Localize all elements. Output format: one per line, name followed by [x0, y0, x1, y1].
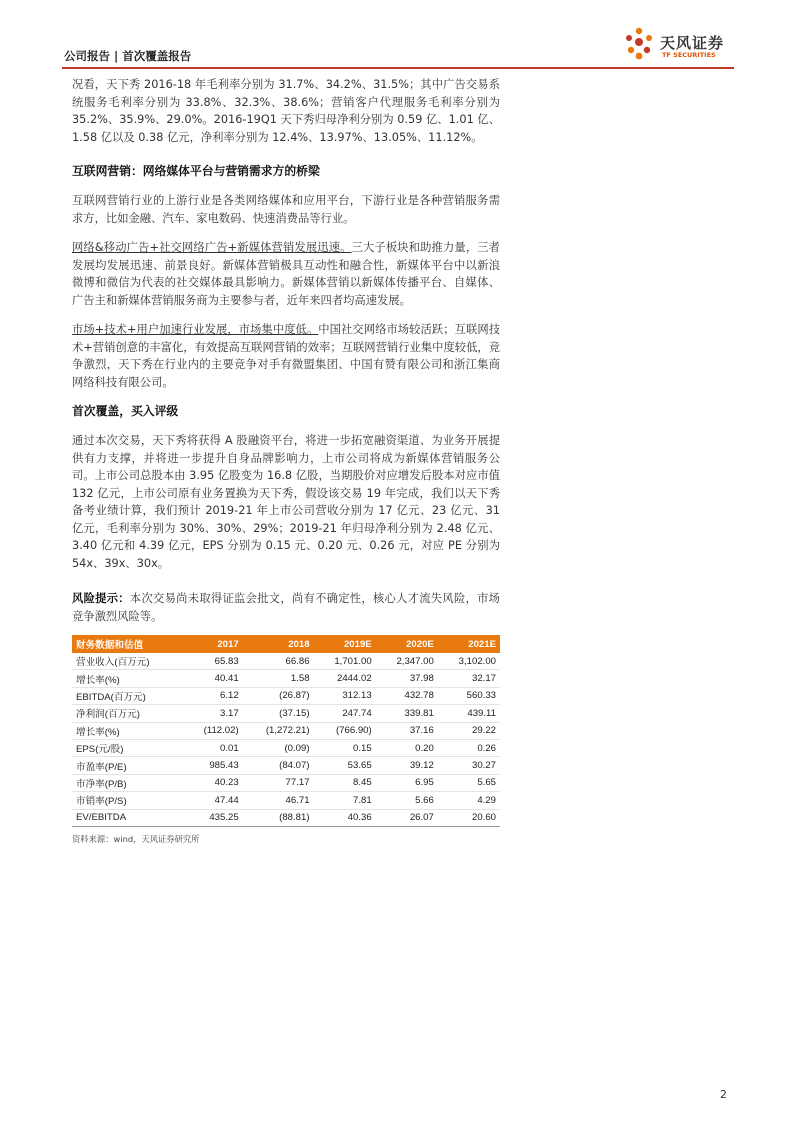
table-cell: 560.33 — [438, 687, 500, 704]
financial-table — [72, 635, 500, 827]
table-cell: 312.13 — [314, 687, 376, 704]
table-header-cell: 2017 — [184, 635, 243, 653]
table-header-cell: 财务数据和估值 — [72, 635, 184, 653]
table-header-cell: 2021E — [438, 635, 500, 653]
table-cell: 4.29 — [438, 792, 500, 809]
table-cell: 66.86 — [243, 653, 314, 670]
table-cell: 5.66 — [376, 792, 438, 809]
table-row-label: 增长率(%) — [72, 722, 184, 739]
table-cell: 8.45 — [314, 774, 376, 791]
risk-text: 本次交易尚未取得证监会批文，尚有不确定性，核心人才流失风险，市场竞争激烈风险等。 — [72, 592, 500, 623]
table-row — [72, 774, 500, 791]
paragraph-market-text: 中国社交网络市场较活跃；互联网技术+营销创意的丰富化，有效提高互联网营销的效率；互联网营销行业集中度较低，竞争激烈，天下秀在行业内的主要竞争对手有微盟集团、中国有赞有限公司和浙江集商网络科技有限公司。 — [72, 323, 500, 389]
table-row — [72, 687, 500, 704]
table-row-label: EBITDA(百万元) — [72, 687, 184, 704]
risk-label: 风险提示： — [72, 592, 130, 605]
table-cell: 1.58 — [243, 670, 314, 687]
table-cell: 37.98 — [376, 670, 438, 687]
table-cell: 2444.02 — [314, 670, 376, 687]
table-cell: 77.17 — [243, 774, 314, 791]
table-row-label: 增长率(%) — [72, 670, 184, 687]
table-cell: 435.25 — [184, 809, 243, 826]
table-cell: 26.07 — [376, 809, 438, 826]
report-type-label: 公司报告 | 首次覆盖报告 — [64, 49, 192, 63]
paragraph-margins: 况看，天下秀 2016-18 年毛利率分别为 31.7%、34.2%、31.5%；其中广告交易系统服务毛利率分别为 33.8%、32.3%、38.6%；营销客户代理服务毛利率分别为 35.2%、35.9%、29.0%。2016-19Q1 天下秀归母净利分别为 0.59 亿、1.01 亿、1.58 亿以及 0.38 亿元，净利率分别为 12.4%、13.97%、13.05%、11.12%。 — [72, 78, 500, 144]
table-cell: 40.36 — [314, 809, 376, 826]
table-cell: 37.16 — [376, 722, 438, 739]
table-cell: 29.22 — [438, 722, 500, 739]
table-cell: 40.23 — [184, 774, 243, 791]
table-row-label: 净利润(百万元) — [72, 705, 184, 722]
table-cell: 6.12 — [184, 687, 243, 704]
table-cell: 47.44 — [184, 792, 243, 809]
table-cell: 39.12 — [376, 757, 438, 774]
report-body — [72, 76, 500, 845]
table-cell: (1,272.21) — [243, 722, 314, 739]
table-cell: 1,701.00 — [314, 653, 376, 670]
table-cell: 3.17 — [184, 705, 243, 722]
table-cell: 2,347.00 — [376, 653, 438, 670]
financial-table-body — [72, 653, 500, 826]
table-row — [72, 670, 500, 687]
table-cell: (84.07) — [243, 757, 314, 774]
table-row — [72, 705, 500, 722]
table-row-label: 市盈率(P/E) — [72, 757, 184, 774]
table-row — [72, 653, 500, 670]
table-cell: 432.78 — [376, 687, 438, 704]
table-cell: 0.20 — [376, 739, 438, 756]
paragraph-market-concentration — [72, 321, 500, 391]
table-cell: 46.71 — [243, 792, 314, 809]
section-heading-internet-marketing: 互联网营销：网络媒体平台与营销需求方的桥梁 — [72, 164, 320, 178]
section-heading-rating: 首次覆盖，买入评级 — [72, 404, 179, 418]
paragraph-new-media-text: 三大子板块和助推力量，三者发展均发展迅速、前景良好。新媒体营销极具互动性和融合性，新媒体平台中以新浪微博和微信为代表的社交媒体最具影响力。新媒体营销以新媒体传播平台、自媒体、广告主和新媒体营销服务商为主要参与者，近年来四者均高速发展。 — [72, 241, 500, 307]
table-cell: 0.26 — [438, 739, 500, 756]
table-header-row — [72, 635, 500, 653]
table-cell: 5.65 — [438, 774, 500, 791]
logo-text-en: TF SECURITIES — [662, 51, 716, 59]
logo-text-cn: 天风证券 — [660, 34, 725, 52]
table-cell: 7.81 — [314, 792, 376, 809]
table-cell: (766.90) — [314, 722, 376, 739]
table-row — [72, 792, 500, 809]
table-row — [72, 757, 500, 774]
logo-mark-icon — [622, 26, 656, 64]
table-cell: 53.65 — [314, 757, 376, 774]
table-cell: 339.81 — [376, 705, 438, 722]
table-row-label: EV/EBITDA — [72, 809, 184, 826]
paragraph-industry-chain: 互联网营销行业的上游行业是各类网络媒体和应用平台，下游行业是各种营销服务需求方，比如金融、汽车、家电数码、快速消费品等行业。 — [72, 194, 500, 225]
table-cell: 40.41 — [184, 670, 243, 687]
table-cell: 3,102.00 — [438, 653, 500, 670]
table-cell: 0.15 — [314, 739, 376, 756]
table-cell: (37.15) — [243, 705, 314, 722]
table-row-label: EPS(元/股) — [72, 739, 184, 756]
table-row-label: 营业收入(百万元) — [72, 653, 184, 670]
table-cell: 247.74 — [314, 705, 376, 722]
highlight-new-media: 网络&移动广告+社交网络广告+新媒体营销发展迅速。 — [72, 241, 352, 254]
company-logo — [622, 26, 742, 66]
table-header-cell: 2020E — [376, 635, 438, 653]
table-cell: 0.01 — [184, 739, 243, 756]
table-row — [72, 722, 500, 739]
table-cell: 985.43 — [184, 757, 243, 774]
table-cell: (88.81) — [243, 809, 314, 826]
table-cell: (0.09) — [243, 739, 314, 756]
table-cell: 65.83 — [184, 653, 243, 670]
table-source-note: 资料来源：wind，天风证券研究所 — [72, 833, 200, 844]
table-row — [72, 739, 500, 756]
paragraph-forecast: 通过本次交易，天下秀将获得 A 股融资平台，将进一步拓宽融资渠道、为业务开展提供有力支撑，并将进一步提升自身品牌影响力，上市公司将成为新媒体营销服务公司。上市公司总股本由 3.95 亿股变为 16.8 亿股，当期股价对应增发后股本对应市值 132 亿元，上市公司原有业务置换为天下秀，假设该交易 19 年完成，我们以天下秀备考业绩计算，我们预计 2019-21 年上市公司营收分别为 17 亿元、23 亿元、31 亿元，毛利率分别为 30%、30%、29%；2019-21 年归母净利分别为 2.48 亿元、3.40 亿元和 4.39 亿元，EPS 分别为 0.15 元、0.20 元、0.26 元，对应 PE 分别为 54x、39x、30x。 — [72, 434, 500, 570]
page-number: 2 — [720, 1088, 727, 1101]
table-row — [72, 809, 500, 826]
table-row-label: 市净率(P/B) — [72, 774, 184, 791]
table-header-cell: 2019E — [314, 635, 376, 653]
table-header-cell: 2018 — [243, 635, 314, 653]
table-cell: 30.27 — [438, 757, 500, 774]
risk-warning — [72, 590, 500, 625]
table-cell: 32.17 — [438, 670, 500, 687]
table-cell: 6.95 — [376, 774, 438, 791]
highlight-market: 市场+技术+用户加速行业发展，市场集中度低。 — [72, 323, 319, 336]
table-cell: (112.02) — [184, 722, 243, 739]
paragraph-new-media — [72, 239, 500, 309]
table-row-label: 市销率(P/S) — [72, 792, 184, 809]
header-divider — [62, 67, 734, 69]
table-cell: 439.11 — [438, 705, 500, 722]
table-cell: (26.87) — [243, 687, 314, 704]
table-cell: 20.60 — [438, 809, 500, 826]
